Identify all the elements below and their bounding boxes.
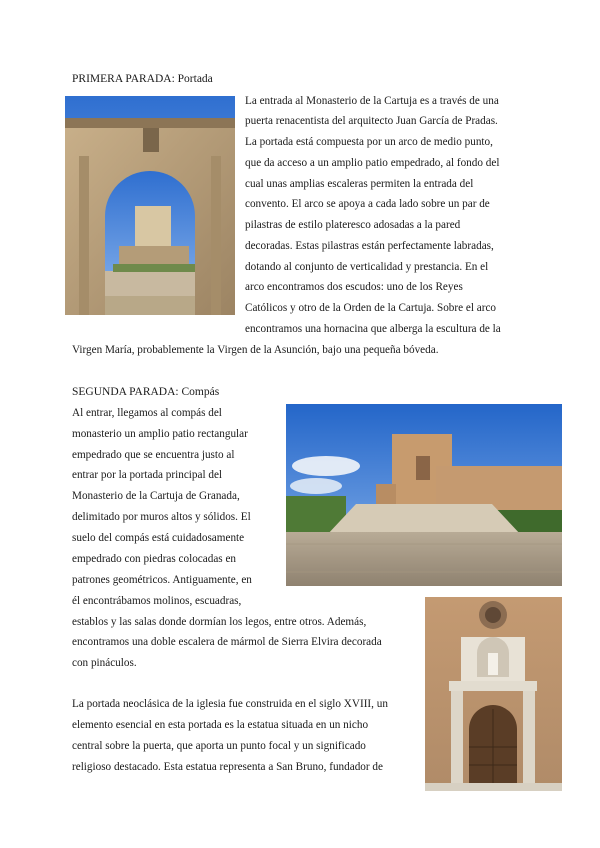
s1-line-1: La entrada al Monasterio de la Cartuja es a través de una [245, 95, 499, 107]
s1-line-10: arco encontramos dos escudos: uno de los Reyes [245, 281, 463, 293]
s2-line-8: empedrado con piedras colocadas en [72, 553, 237, 565]
s2-line-4: entrar por la portada principal del [72, 469, 223, 481]
s2-line-7: suelo del compás está cuidadosamente [72, 532, 245, 544]
s1-line-6: convento. El arco se apoya a cada lado sobre un par de [245, 198, 490, 210]
s1-line-5: cual unas amplias escaleras permiten la entrada del [245, 178, 474, 190]
s1-line-9: dotando al conjunto de verticalidad y prestancia. En el [245, 261, 489, 273]
s1-line-2: puerta renacentista del arquitecto Juan García de Pradas. [245, 115, 498, 127]
s2-line-1: Al entrar, llegamos al compás del [72, 407, 222, 419]
s1-line-8: decoradas. Estas pilastras están perfectamente labradas, [245, 240, 494, 252]
s2-line-2: monasterio un amplio patio rectangular [72, 428, 248, 440]
s2-line-13: con pináculos. [72, 657, 137, 669]
s2-p2-line-4: religioso destacado. Esta estatua representa a San Bruno, fundador de [72, 761, 383, 773]
s2-p2-line-3: central sobre la puerta, que aporta un punto focal y un significado [72, 740, 366, 752]
s1-line-7: pilastras de estilo plateresco adosadas a la pared [245, 219, 461, 231]
s2-line-3: empedrado que se encuentra justo al [72, 449, 235, 461]
s1-line-13: Virgen María, probablemente la Virgen de la Asunción, bajo una pequeña bóveda. [72, 344, 439, 356]
s2-line-5: Monasterio de la Cartuja de Granada, [72, 490, 240, 502]
s2-line-10: él encontrábamos molinos, escuadras, [72, 595, 242, 607]
s2-line-6: delimitado por muros altos y sólidos. El [72, 511, 251, 523]
section2-heading: SEGUNDA PARADA: Compás [72, 386, 220, 398]
s1-line-4: que da acceso a un amplio patio empedrado, al fondo del [245, 157, 500, 169]
s2-p2-line-1: La portada neoclásica de la iglesia fue construida en el siglo XVIII, un [72, 698, 388, 710]
church-facade-photo [425, 597, 562, 791]
s1-line-11: Católicos y otro de la Orden de la Cartuja. Sobre el arco [245, 302, 497, 314]
arch-gateway-photo [65, 96, 235, 315]
s1-line-12: encontramos una hornacina que alberga la escultura de la [245, 323, 501, 335]
s2-line-9: patrones geométricos. Antiguamente, en [72, 574, 252, 586]
compas-courtyard-photo [286, 404, 562, 586]
s1-line-3: La portada está compuesta por un arco de medio punto, [245, 136, 493, 148]
section1-heading: PRIMERA PARADA: Portada [72, 73, 213, 85]
s2-line-11: establos y las salas donde dormían los legos, entre otros. Además, [72, 616, 367, 628]
s2-p2-line-2: elemento esencial en esta portada es la estatua situada en un nicho [72, 719, 369, 731]
s2-line-12: encontramos una doble escalera de mármol de Sierra Elvira decorada [72, 636, 382, 648]
